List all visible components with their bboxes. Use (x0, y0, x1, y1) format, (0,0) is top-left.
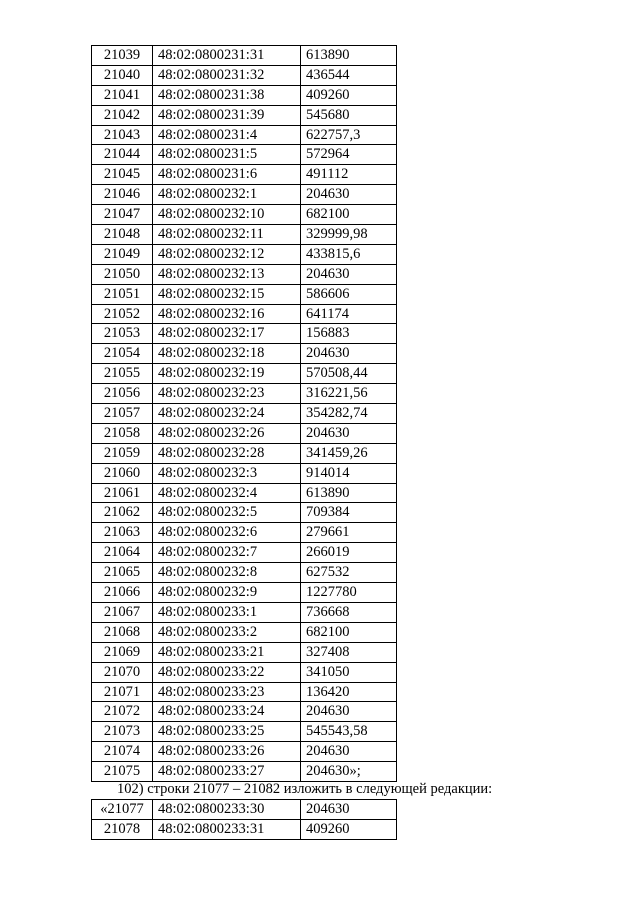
value: 622757,3 (301, 125, 397, 145)
row-number: 21066 (92, 583, 153, 603)
cadastral-number: 48:02:0800232:18 (153, 344, 301, 364)
table-row (92, 483, 397, 503)
cadastral-number: 48:02:0800233:31 (153, 819, 301, 839)
value: 204630 (301, 423, 397, 443)
row-number: 21064 (92, 543, 153, 563)
cadastral-number: 48:02:0800232:13 (153, 264, 301, 284)
row-number: 21065 (92, 563, 153, 583)
row-number: 21057 (92, 404, 153, 424)
value: 1227780 (301, 583, 397, 603)
row-number: 21074 (92, 742, 153, 762)
value: 354282,74 (301, 404, 397, 424)
table-row (92, 46, 397, 66)
cadastral-number: 48:02:0800232:26 (153, 423, 301, 443)
value: 641174 (301, 304, 397, 324)
table-row (92, 264, 397, 284)
row-number: 21067 (92, 602, 153, 622)
table-row (92, 443, 397, 463)
amendment-note: 102) строки 21077 – 21082 изложить в следующей редакции: (117, 781, 493, 797)
cadastral-number: 48:02:0800231:4 (153, 125, 301, 145)
table-row (92, 762, 397, 782)
cadastral-number: 48:02:0800232:28 (153, 443, 301, 463)
value: 341050 (301, 662, 397, 682)
value: 409260 (301, 819, 397, 839)
value: 327408 (301, 642, 397, 662)
table-row (92, 583, 397, 603)
table-row (92, 404, 397, 424)
row-number: 21050 (92, 264, 153, 284)
table-row (92, 800, 397, 820)
row-number: 21040 (92, 65, 153, 85)
cadastral-number: 48:02:0800232:1 (153, 185, 301, 205)
cadastral-number: 48:02:0800233:21 (153, 642, 301, 662)
cadastral-number: 48:02:0800232:6 (153, 523, 301, 543)
cadastral-number: 48:02:0800233:26 (153, 742, 301, 762)
cadastral-number: 48:02:0800232:12 (153, 244, 301, 264)
value: 433815,6 (301, 244, 397, 264)
cadastral-number: 48:02:0800232:7 (153, 543, 301, 563)
row-number: 21075 (92, 762, 153, 782)
row-number: 21039 (92, 46, 153, 66)
cadastral-number: 48:02:0800231:6 (153, 165, 301, 185)
table-row (92, 682, 397, 702)
cadastral-number: 48:02:0800233:23 (153, 682, 301, 702)
value: 204630 (301, 264, 397, 284)
value: 572964 (301, 145, 397, 165)
table-row (92, 165, 397, 185)
row-number: 21052 (92, 304, 153, 324)
value: 204630 (301, 800, 397, 820)
row-number: 21060 (92, 463, 153, 483)
table-row (92, 304, 397, 324)
table-row (92, 722, 397, 742)
table-row (92, 819, 397, 839)
cadastral-number: 48:02:0800232:8 (153, 563, 301, 583)
table-row (92, 602, 397, 622)
cadastral-number: 48:02:0800231:38 (153, 85, 301, 105)
row-number: 21045 (92, 165, 153, 185)
value: 136420 (301, 682, 397, 702)
cadastral-number: 48:02:0800232:23 (153, 384, 301, 404)
cadastral-number: 48:02:0800232:9 (153, 583, 301, 603)
value: 491112 (301, 165, 397, 185)
row-number: 21068 (92, 622, 153, 642)
table-row (92, 324, 397, 344)
cadastral-number: 48:02:0800232:11 (153, 225, 301, 245)
row-number: 21054 (92, 344, 153, 364)
cadastral-number: 48:02:0800232:3 (153, 463, 301, 483)
value: 736668 (301, 602, 397, 622)
cadastral-number: 48:02:0800233:27 (153, 762, 301, 782)
table-row (92, 702, 397, 722)
value: 436544 (301, 65, 397, 85)
row-number: 21051 (92, 284, 153, 304)
cadastral-table (91, 45, 397, 782)
table-row (92, 244, 397, 264)
row-number: 21073 (92, 722, 153, 742)
table-row (92, 563, 397, 583)
value: 682100 (301, 205, 397, 225)
cadastral-number: 48:02:0800231:5 (153, 145, 301, 165)
value: 204630 (301, 742, 397, 762)
value: 266019 (301, 543, 397, 563)
table-row (92, 503, 397, 523)
table-row (92, 423, 397, 443)
row-number: 21063 (92, 523, 153, 543)
row-number: 21069 (92, 642, 153, 662)
row-number: 21070 (92, 662, 153, 682)
value: 204630 (301, 702, 397, 722)
value: 545680 (301, 105, 397, 125)
row-number: 21041 (92, 85, 153, 105)
value: 586606 (301, 284, 397, 304)
value: 316221,56 (301, 384, 397, 404)
value: 682100 (301, 622, 397, 642)
cadastral-number: 48:02:0800231:31 (153, 46, 301, 66)
table-row (92, 65, 397, 85)
row-number: 21049 (92, 244, 153, 264)
cadastral-number: 48:02:0800232:24 (153, 404, 301, 424)
table-row (92, 344, 397, 364)
cadastral-number: 48:02:0800233:1 (153, 602, 301, 622)
row-number: 21058 (92, 423, 153, 443)
row-number: «21077 (92, 800, 153, 820)
value: 329999,98 (301, 225, 397, 245)
row-number: 21061 (92, 483, 153, 503)
cadastral-number: 48:02:0800232:10 (153, 205, 301, 225)
value: 545543,58 (301, 722, 397, 742)
cadastral-number: 48:02:0800232:4 (153, 483, 301, 503)
row-number: 21072 (92, 702, 153, 722)
value: 914014 (301, 463, 397, 483)
row-number: 21047 (92, 205, 153, 225)
value: 570508,44 (301, 364, 397, 384)
cadastral-number: 48:02:0800231:32 (153, 65, 301, 85)
cadastral-number: 48:02:0800233:24 (153, 702, 301, 722)
table-row (92, 364, 397, 384)
row-number: 21042 (92, 105, 153, 125)
value: 409260 (301, 85, 397, 105)
cadastral-number: 48:02:0800232:17 (153, 324, 301, 344)
row-number: 21043 (92, 125, 153, 145)
table-row (92, 642, 397, 662)
cadastral-number: 48:02:0800233:30 (153, 800, 301, 820)
table-row (92, 662, 397, 682)
table-row (92, 523, 397, 543)
row-number: 21062 (92, 503, 153, 523)
cadastral-number: 48:02:0800232:16 (153, 304, 301, 324)
row-number: 21056 (92, 384, 153, 404)
table-row (92, 543, 397, 563)
value: 204630 (301, 344, 397, 364)
table-row (92, 145, 397, 165)
table-row (92, 463, 397, 483)
table-row (92, 284, 397, 304)
row-number: 21048 (92, 225, 153, 245)
table-row (92, 185, 397, 205)
row-number: 21053 (92, 324, 153, 344)
table-row (92, 125, 397, 145)
value: 279661 (301, 523, 397, 543)
cadastral-number: 48:02:0800232:5 (153, 503, 301, 523)
table-row (92, 105, 397, 125)
cadastral-table-continued (91, 799, 397, 840)
value: 204630 (301, 185, 397, 205)
cadastral-number: 48:02:0800233:22 (153, 662, 301, 682)
row-number: 21044 (92, 145, 153, 165)
cadastral-number: 48:02:0800233:25 (153, 722, 301, 742)
table-row (92, 225, 397, 245)
cadastral-number: 48:02:0800233:2 (153, 622, 301, 642)
row-number: 21055 (92, 364, 153, 384)
row-number: 21078 (92, 819, 153, 839)
table-row (92, 742, 397, 762)
table-row (92, 205, 397, 225)
value: 627532 (301, 563, 397, 583)
cadastral-number: 48:02:0800232:19 (153, 364, 301, 384)
value: 156883 (301, 324, 397, 344)
cadastral-number: 48:02:0800231:39 (153, 105, 301, 125)
value: 341459,26 (301, 443, 397, 463)
value: 709384 (301, 503, 397, 523)
value: 204630»; (301, 762, 397, 782)
table-row (92, 384, 397, 404)
value: 613890 (301, 483, 397, 503)
value: 613890 (301, 46, 397, 66)
table-row (92, 622, 397, 642)
cadastral-number: 48:02:0800232:15 (153, 284, 301, 304)
row-number: 21059 (92, 443, 153, 463)
table-row (92, 85, 397, 105)
row-number: 21071 (92, 682, 153, 702)
row-number: 21046 (92, 185, 153, 205)
